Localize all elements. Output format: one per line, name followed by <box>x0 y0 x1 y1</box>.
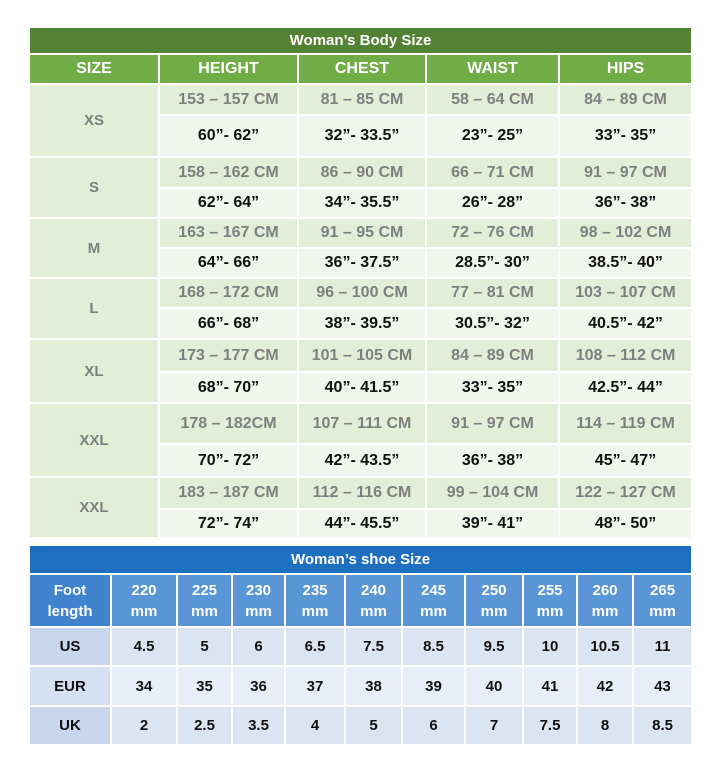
size-label: XXL <box>29 403 159 477</box>
waist-cm-value: 91 – 97 CM <box>426 403 559 444</box>
foot-length-value: 230 <box>245 581 272 599</box>
foot-length-unit: mm <box>130 602 158 620</box>
waist-inch-value: 26”- 28” <box>426 188 559 218</box>
foot-length-header <box>633 574 692 627</box>
shoe-size-value: 7.5 <box>523 706 577 745</box>
table-row <box>29 339 692 372</box>
chest-cm-value: 96 – 100 CM <box>298 278 426 308</box>
waist-cm-value: 77 – 81 CM <box>426 278 559 308</box>
shoe-size-value: 41 <box>523 666 577 706</box>
height-inch-value: 68”- 70” <box>159 372 298 403</box>
foot-length-unit: mm <box>591 602 619 620</box>
chest-inch-value: 42”- 43.5” <box>298 444 426 477</box>
foot-length-header <box>402 574 465 627</box>
body-size-title: Woman’s Body Size <box>29 27 692 54</box>
foot-length-unit: mm <box>360 602 387 620</box>
shoe-size-value: 35 <box>177 666 232 706</box>
shoe-size-value: 43 <box>633 666 692 706</box>
foot-length-header <box>285 574 345 627</box>
foot-length-value: 250 <box>481 581 507 599</box>
size-label: XL <box>29 339 159 403</box>
chest-inch-value: 34”- 35.5” <box>298 188 426 218</box>
shoe-size-value: 4 <box>285 706 345 745</box>
height-cm-value: 163 – 167 CM <box>159 218 298 248</box>
table-row <box>29 666 692 706</box>
waist-cm-value: 99 – 104 CM <box>426 477 559 509</box>
chest-inch-value: 32”- 33.5” <box>298 115 426 157</box>
shoe-size-value: 6.5 <box>285 627 345 666</box>
foot-length-header <box>111 574 177 627</box>
hips-cm-value: 91 – 97 CM <box>559 157 692 188</box>
shoe-size-value: 42 <box>577 666 633 706</box>
foot-length-header <box>577 574 633 627</box>
shoe-region-label: EUR <box>29 666 111 706</box>
height-inch-value: 64”- 66” <box>159 248 298 278</box>
waist-inch-value: 30.5”- 32” <box>426 308 559 339</box>
foot-length-value: 220 <box>131 581 157 599</box>
table-row <box>29 403 692 444</box>
foot-length-unit: mm <box>536 602 564 620</box>
height-cm-value: 178 – 182CM <box>159 403 298 444</box>
chest-cm-value: 112 – 116 CM <box>298 477 426 509</box>
chest-cm-value: 101 – 105 CM <box>298 339 426 372</box>
shoe-size-value: 37 <box>285 666 345 706</box>
table-row <box>29 278 692 308</box>
foot-length-value: 240 <box>360 581 387 599</box>
shoe-size-value: 5 <box>177 627 232 666</box>
shoe-size-value: 2 <box>111 706 177 745</box>
height-inch-value: 72”- 74” <box>159 509 298 538</box>
column-header-chest: CHEST <box>298 54 426 84</box>
waist-inch-value: 33”- 35” <box>426 372 559 403</box>
table-row <box>29 157 692 188</box>
height-cm-value: 183 – 187 CM <box>159 477 298 509</box>
column-header-size: SIZE <box>29 54 159 84</box>
shoe-region-label: UK <box>29 706 111 745</box>
size-label: XXL <box>29 477 159 538</box>
hips-inch-value: 33”- 35” <box>559 115 692 157</box>
shoe-size-value: 7.5 <box>345 627 402 666</box>
hips-inch-value: 42.5”- 44” <box>559 372 692 403</box>
chest-cm-value: 107 – 111 CM <box>298 403 426 444</box>
hips-cm-value: 114 – 119 CM <box>559 403 692 444</box>
shoe-size-value: 8.5 <box>633 706 692 745</box>
size-label: XS <box>29 84 159 157</box>
waist-inch-value: 39”- 41” <box>426 509 559 538</box>
hips-cm-value: 103 – 107 CM <box>559 278 692 308</box>
foot-length-value: 235 <box>302 581 328 599</box>
size-label: S <box>29 157 159 218</box>
foot-length-header <box>232 574 285 627</box>
size-label: M <box>29 218 159 278</box>
height-inch-value: 70”- 72” <box>159 444 298 477</box>
shoe-size-value: 8 <box>577 706 633 745</box>
table-row <box>29 84 692 115</box>
shoe-size-value: 7 <box>465 706 523 745</box>
chest-inch-value: 36”- 37.5” <box>298 248 426 278</box>
chest-inch-value: 40”- 41.5” <box>298 372 426 403</box>
foot-length-value: 255 <box>537 581 563 599</box>
shoe-size-value: 8.5 <box>402 627 465 666</box>
foot-length-unit: mm <box>245 602 272 620</box>
foot-length-value: 260 <box>592 581 618 599</box>
waist-cm-value: 66 – 71 CM <box>426 157 559 188</box>
hips-inch-value: 45”- 47” <box>559 444 692 477</box>
foot-length-value: 265 <box>650 581 676 599</box>
hips-inch-value: 36”- 38” <box>559 188 692 218</box>
waist-inch-value: 23”- 25” <box>426 115 559 157</box>
table-row <box>29 706 692 745</box>
waist-cm-value: 58 – 64 CM <box>426 84 559 115</box>
size-label: L <box>29 278 159 339</box>
hips-inch-value: 48”- 50” <box>559 509 692 538</box>
waist-inch-value: 28.5”- 30” <box>426 248 559 278</box>
shoe-size-value: 2.5 <box>177 706 232 745</box>
height-inch-value: 62”- 64” <box>159 188 298 218</box>
table-row <box>29 477 692 509</box>
height-cm-value: 168 – 172 CM <box>159 278 298 308</box>
shoe-size-value: 3.5 <box>232 706 285 745</box>
waist-cm-value: 72 – 76 CM <box>426 218 559 248</box>
hips-cm-value: 84 – 89 CM <box>559 84 692 115</box>
foot-length-header <box>523 574 577 627</box>
hips-cm-value: 122 – 127 CM <box>559 477 692 509</box>
column-header-height: HEIGHT <box>159 54 298 84</box>
foot-length-unit: mm <box>649 602 676 620</box>
shoe-size-value: 5 <box>345 706 402 745</box>
shoe-size-value: 4.5 <box>111 627 177 666</box>
chest-cm-value: 91 – 95 CM <box>298 218 426 248</box>
chest-inch-value: 38”- 39.5” <box>298 308 426 339</box>
height-cm-value: 173 – 177 CM <box>159 339 298 372</box>
chest-cm-value: 86 – 90 CM <box>298 157 426 188</box>
shoe-size-value: 10.5 <box>577 627 633 666</box>
body-size-table <box>28 26 693 539</box>
shoe-size-value: 36 <box>232 666 285 706</box>
foot-length-unit: mm <box>191 602 218 620</box>
foot-length-unit: mm <box>480 602 508 620</box>
height-cm-value: 158 – 162 CM <box>159 157 298 188</box>
shoe-size-title: Woman’s shoe Size <box>29 545 692 574</box>
shoe-size-value: 10 <box>523 627 577 666</box>
shoe-size-table <box>28 544 693 746</box>
foot-length-label-line2: length <box>47 602 93 620</box>
waist-inch-value: 36”- 38” <box>426 444 559 477</box>
column-header-waist: WAIST <box>426 54 559 84</box>
hips-cm-value: 108 – 112 CM <box>559 339 692 372</box>
height-inch-value: 60”- 62” <box>159 115 298 157</box>
chest-cm-value: 81 – 85 CM <box>298 84 426 115</box>
column-header-hips: HIPS <box>559 54 692 84</box>
shoe-region-label: US <box>29 627 111 666</box>
hips-inch-value: 40.5”- 42” <box>559 308 692 339</box>
height-cm-value: 153 – 157 CM <box>159 84 298 115</box>
foot-length-label-line1: Foot <box>53 581 87 599</box>
foot-length-unit: mm <box>301 602 329 620</box>
waist-cm-value: 84 – 89 CM <box>426 339 559 372</box>
foot-length-value: 245 <box>420 581 447 599</box>
shoe-size-value: 34 <box>111 666 177 706</box>
shoe-size-value: 6 <box>402 706 465 745</box>
foot-length-header <box>177 574 232 627</box>
foot-length-header <box>345 574 402 627</box>
table-row <box>29 627 692 666</box>
shoe-size-value: 11 <box>633 627 692 666</box>
shoe-size-value: 38 <box>345 666 402 706</box>
shoe-size-value: 40 <box>465 666 523 706</box>
hips-cm-value: 98 – 102 CM <box>559 218 692 248</box>
hips-inch-value: 38.5”- 40” <box>559 248 692 278</box>
foot-length-value: 225 <box>191 581 218 599</box>
foot-length-header <box>29 574 111 627</box>
chest-inch-value: 44”- 45.5” <box>298 509 426 538</box>
table-row <box>29 218 692 248</box>
shoe-size-value: 6 <box>232 627 285 666</box>
foot-length-unit: mm <box>420 602 447 620</box>
shoe-size-value: 9.5 <box>465 627 523 666</box>
shoe-size-value: 39 <box>402 666 465 706</box>
foot-length-header <box>465 574 523 627</box>
height-inch-value: 66”- 68” <box>159 308 298 339</box>
